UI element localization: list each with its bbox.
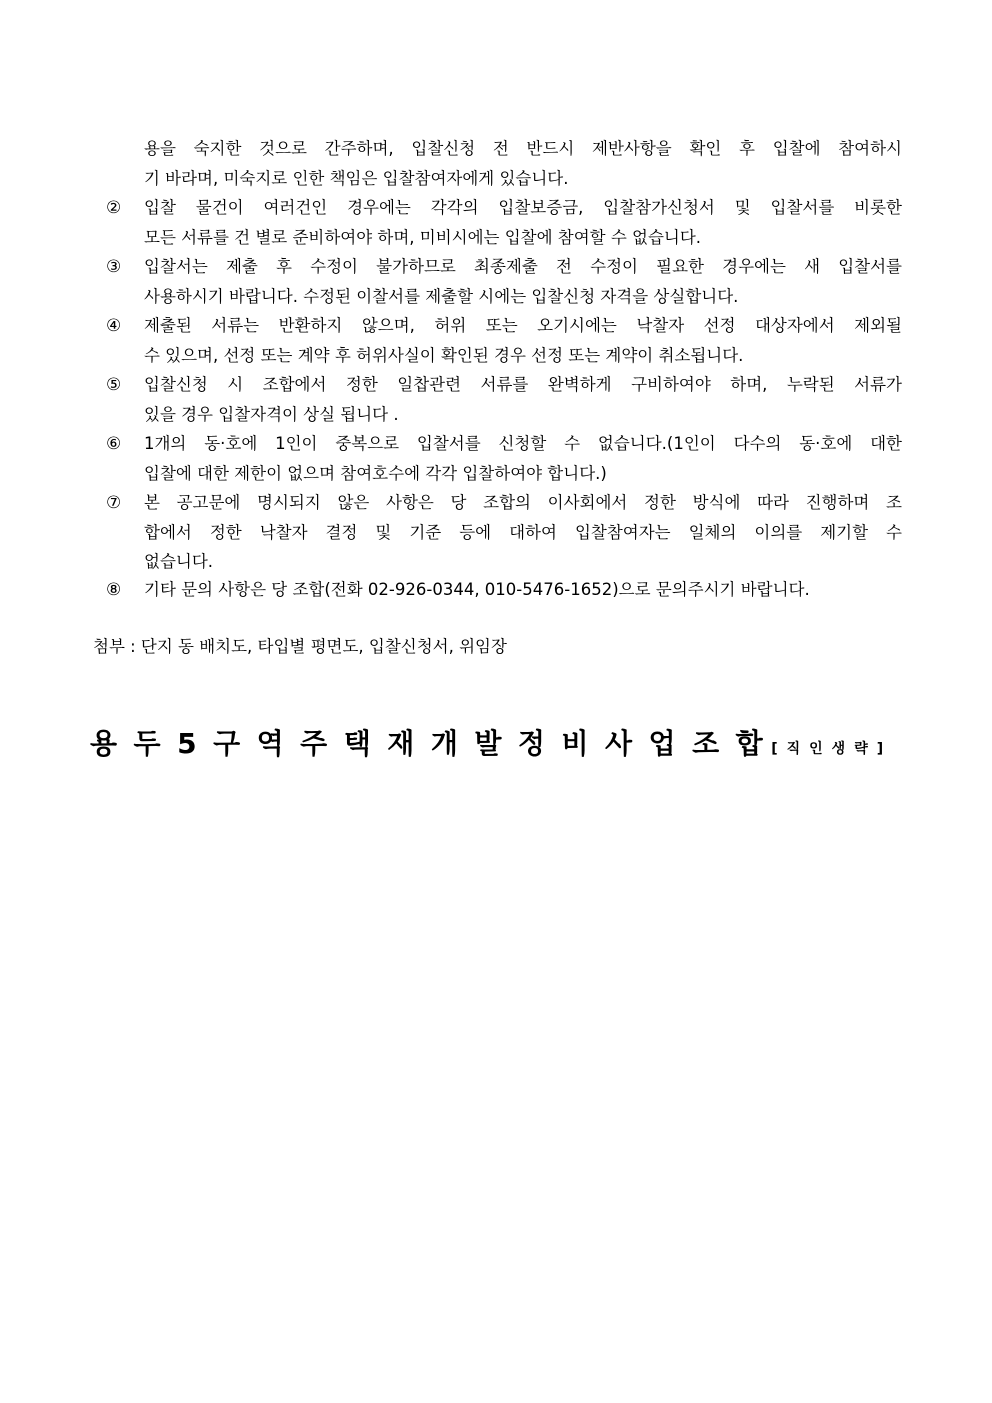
seal-omitted-note: [직인생략]: [771, 741, 893, 757]
item-text-line: 없습니다.: [144, 552, 214, 571]
item-number-marker: ⑦: [106, 493, 122, 513]
item-text-line: 기타 문의 사항은 당 조합(전화 02-926-0344, 010-5476-1652)으로 문의주시기 바랍니다.: [144, 580, 810, 599]
item-number-marker: ⑧: [106, 580, 122, 600]
item-number-marker: ⑥: [106, 434, 122, 454]
item-text-line: 기 바라며, 미숙지로 인한 책임은 입찰참여자에게 있습니다.: [144, 168, 569, 188]
item-text-line: 사용하시기 바랍니다. 수정된 이찰서를 제출할 시에는 입찰신청 자격을 상실합니다.: [144, 286, 739, 306]
signature-block: [90, 726, 902, 762]
item-text-line: 용을 숙지한 것으로 간주하며, 입찰신청 전 반드시 제반사항을 확인 후 입찰에 참여하시: [144, 139, 902, 158]
item-text-line: 모든 서류를 건 별로 준비하여야 하며, 미비시에는 입찰에 참여할 수 없습니다.: [144, 227, 702, 247]
item-number-marker: ④: [106, 316, 122, 336]
item-text-line: 입찰서는 제출 후 수정이 불가하므로 최종제출 전 수정이 필요한 경우에는 새 입찰서를: [144, 257, 902, 276]
item-text-line: 제출된 서류는 반환하지 않으며, 허위 또는 오기시에는 낙찰자 선정 대상자에서 제외될: [144, 316, 902, 335]
association-name: 용두5구역주택재개발정비사업조합: [90, 727, 780, 760]
item-text-line: 입찰 물건이 여러건인 경우에는 각각의 입찰보증금, 입찰참가신청서 및 입찰서를 비롯한: [144, 198, 902, 217]
item-text-line: 수 있으며, 선정 또는 계약 후 허위사실이 확인된 경우 선정 또는 계약이 취소됩니다.: [144, 345, 744, 365]
item-text-line: 1개의 동·호에 1인이 중복으로 입찰서를 신청할 수 없습니다.(1인이 다수의 동·호에 대한: [144, 434, 902, 453]
item-number-marker: ③: [106, 257, 122, 277]
item-text-line: 본 공고문에 명시되지 않은 사항은 당 조합의 이사회에서 정한 방식에 따라 진행하며 조: [144, 493, 902, 512]
item-text-line: 입찰신청 시 조합에서 정한 일찹관련 서류를 완벽하게 구비하여야 하며, 누락된 서류가: [144, 375, 902, 394]
item-text-line: 입찰에 대한 제한이 없으며 참여호수에 각각 입찰하여야 합니다.): [144, 463, 607, 483]
item-text-line: 합에서 정한 낙찰자 결정 및 기준 등에 대하여 입찰참여자는 일체의 이의를 제기할 수: [144, 522, 902, 542]
item-number-marker: ⑤: [106, 375, 122, 395]
item-number-marker: ②: [106, 198, 122, 218]
item-text-line: 있을 경우 입찰자격이 상실 됩니다 .: [144, 404, 399, 424]
attachment-line: 첨부 : 단지 동 배치도, 타입별 평면도, 입찰신청서, 위임장: [93, 637, 507, 656]
